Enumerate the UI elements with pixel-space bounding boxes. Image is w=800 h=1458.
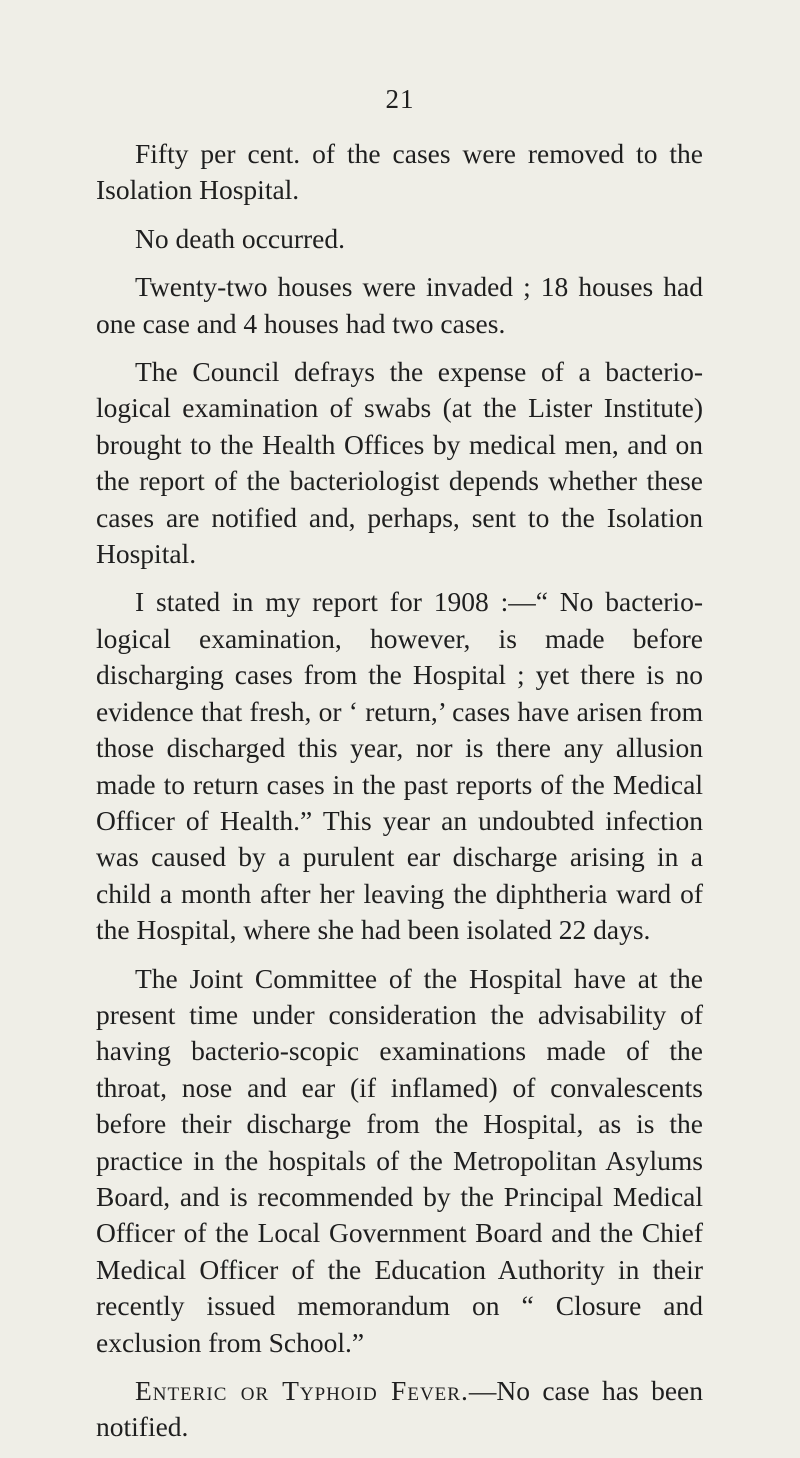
paragraph-no-death: No death occurred. xyxy=(135,222,345,254)
page-number: 21 xyxy=(385,84,415,114)
body-text xyxy=(96,136,703,1458)
enteric-fever-text: —No case has been notified. xyxy=(96,1375,703,1443)
paragraph-joint-committee: The Joint Committee of the Hospital have at the present time under consideration the advisability of having bacterio-scopic examinations made of the throat, nose and ear (if inflamed) of convalescents before their discharge from the Hospital, as is the practice in the hospitals of the Metropolitan Asylums Board, and is recommended by the Principal Medical Officer of the Local Government Board and the Chief Medical Officer of the Education Authority in their recently issued memorandum on “ Closure and exclusion from School.” xyxy=(96,962,703,1358)
paragraph-enteric-fever xyxy=(96,1373,703,1446)
section-heading-enteric-fever: Enteric or Typhoid Fever. xyxy=(135,1375,469,1406)
paragraph-removed-to-hospital: Fifty per cent. of the cases were removed to the Isolation Hospital. xyxy=(96,138,703,206)
paragraph-bacteriological-examination: The Council defrays the expense of a bacteriological examination of swabs (at the Lister Institute) brought to the Health Offices by medical men, and on the report of the bacteriologist depends whether these cases are notified and, perhaps, sent to the Isolation Hospital. xyxy=(96,356,703,570)
paragraph-houses-invaded: Twenty-two houses were invaded ; 18 houses had one case and 4 houses had two cases. xyxy=(96,271,703,339)
paragraph-report-1908: I stated in my report for 1908 :—“ No bacteriological examination, however, is made before discharging cases from the Hospital ; yet there is no evidence that fresh, or ‘ return,’ cases have arisen from those discharged this year, nor is there any allusion made to return cases in the past reports of the Medical Officer of Health.” This year an undoubted infection was caused by a purulent ear discharge arising in a child a month after her leaving the diphtheria ward of the Hospital, where she had been isolated 22 days. xyxy=(96,586,703,946)
